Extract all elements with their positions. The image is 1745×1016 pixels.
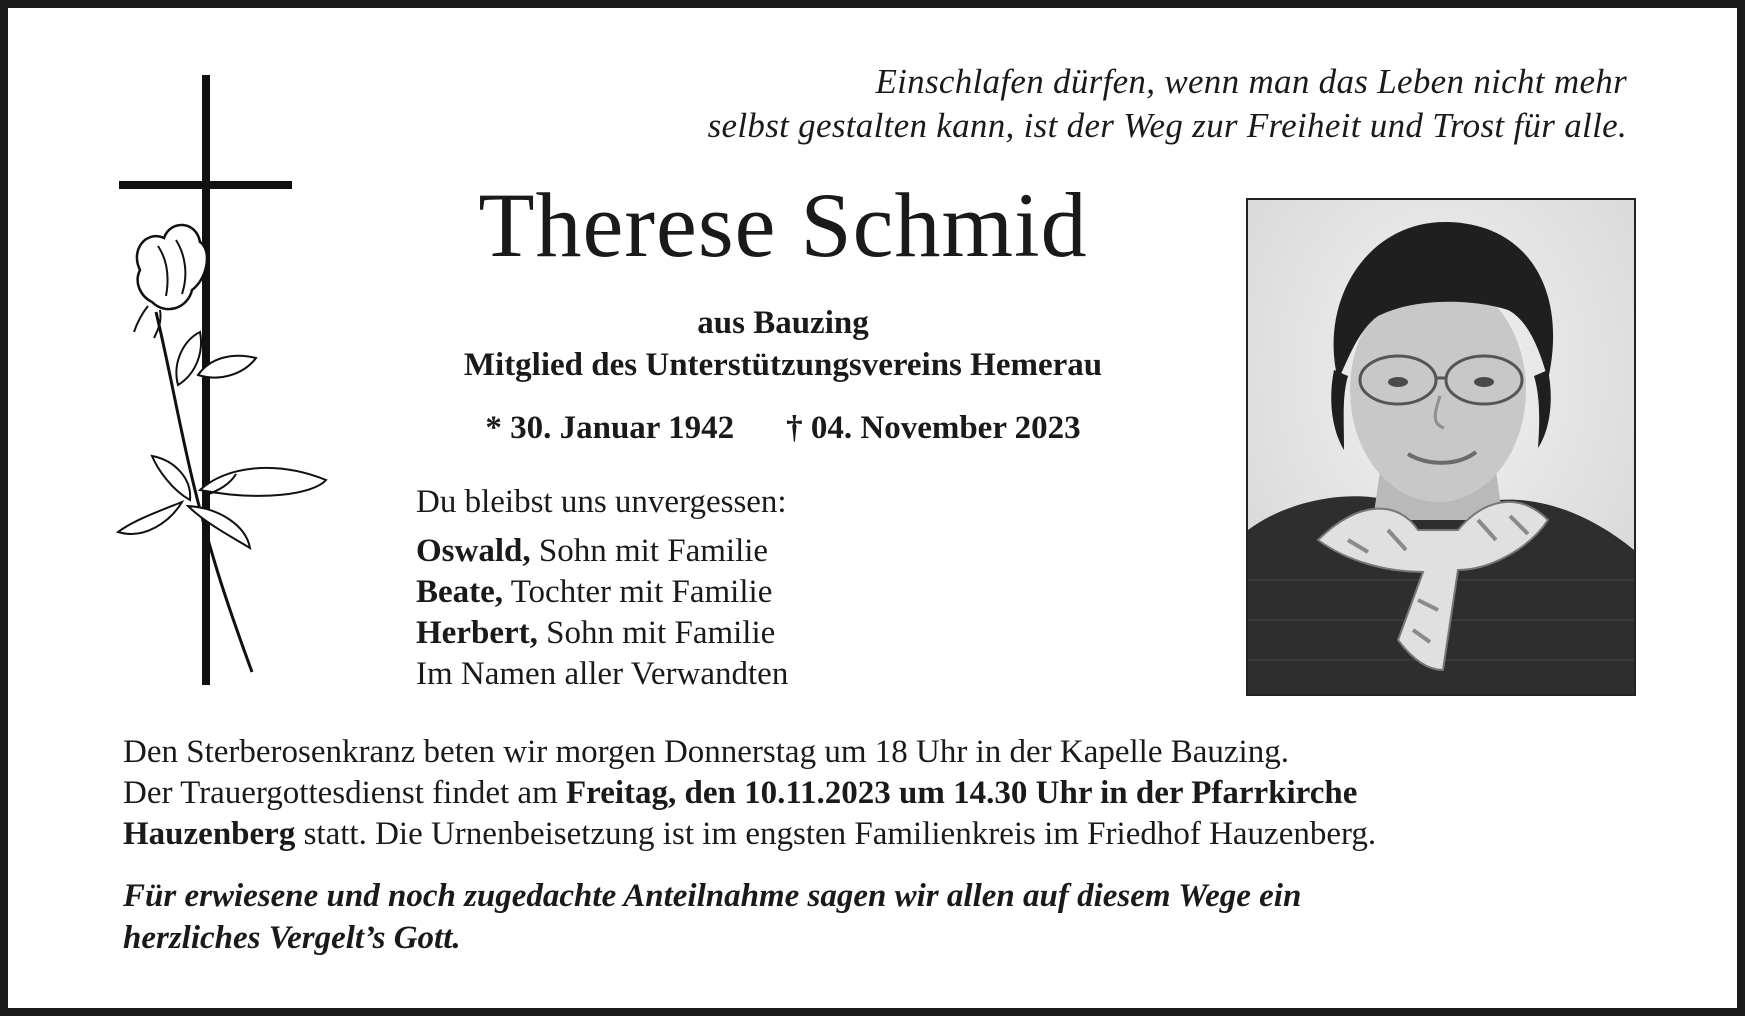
mourners-intro: Du bleibst uns unvergessen:: [416, 484, 787, 520]
mass-date-place: Freitag, den 10.11.2023 um 14.30 Uhr in der Pfarrkirche: [566, 775, 1358, 811]
quote-line-2: selbst gestalten kann, ist der Weg zur Freiheit und Trost für alle.: [707, 106, 1627, 145]
mourner-row: [416, 572, 788, 613]
deceased-name: Therese Schmid: [478, 174, 1088, 276]
mass-town: Hauzenberg: [123, 816, 296, 852]
life-dates: [348, 407, 1218, 449]
mourners-list: [416, 482, 788, 695]
mourner-relation: Sohn mit Familie: [538, 533, 769, 569]
mass-suffix: statt. Die Urnenbeisetzung ist im engsten Familienkreis im Friedhof Hauzenberg.: [295, 816, 1377, 852]
membership-line: Mitglied des Unterstützungsvereins Hemerau: [463, 347, 1103, 383]
quote-line-1: Einschlafen dürfen, wenn man das Leben nicht mehr: [875, 62, 1627, 101]
mass-prefix: Der Trauergottesdienst findet am: [123, 775, 566, 811]
thanks-line-1: Für erwiesene und noch zugedachte Anteilnahme sagen wir allen auf diesem Wege ein: [123, 878, 1302, 914]
death-date: † 04. November 2023: [786, 410, 1081, 446]
rosary-line: Den Sterberosenkranz beten wir morgen Donnerstag um 18 Uhr in der Kapelle Bauzing.: [123, 734, 1289, 770]
mourner-row: [416, 613, 788, 654]
mass-line: [123, 773, 1376, 814]
thanks-line-2: herzliches Vergelt’s Gott.: [123, 920, 461, 956]
mourner-relation: Sohn mit Familie: [546, 615, 776, 651]
mourner-name: Oswald,: [416, 533, 531, 569]
mourner-relation: Tochter mit Familie: [510, 574, 773, 610]
burial-line: [123, 814, 1376, 855]
service-information: [123, 732, 1376, 855]
deceased-origin: [348, 302, 1218, 386]
birth-date: * 30. Januar 1942: [485, 410, 735, 446]
mourner-row: [416, 531, 788, 572]
memorial-quote: [708, 60, 1627, 148]
mourners-closing: Im Namen aller Verwandten: [416, 656, 789, 692]
mourner-name: Beate,: [416, 574, 504, 610]
cross-with-rose-icon: [100, 70, 340, 690]
origin-line: aus Bauzing: [697, 305, 869, 341]
thanks-note: [123, 875, 1301, 959]
portrait-photo: [1246, 198, 1636, 696]
mourner-name: Herbert,: [416, 615, 538, 651]
